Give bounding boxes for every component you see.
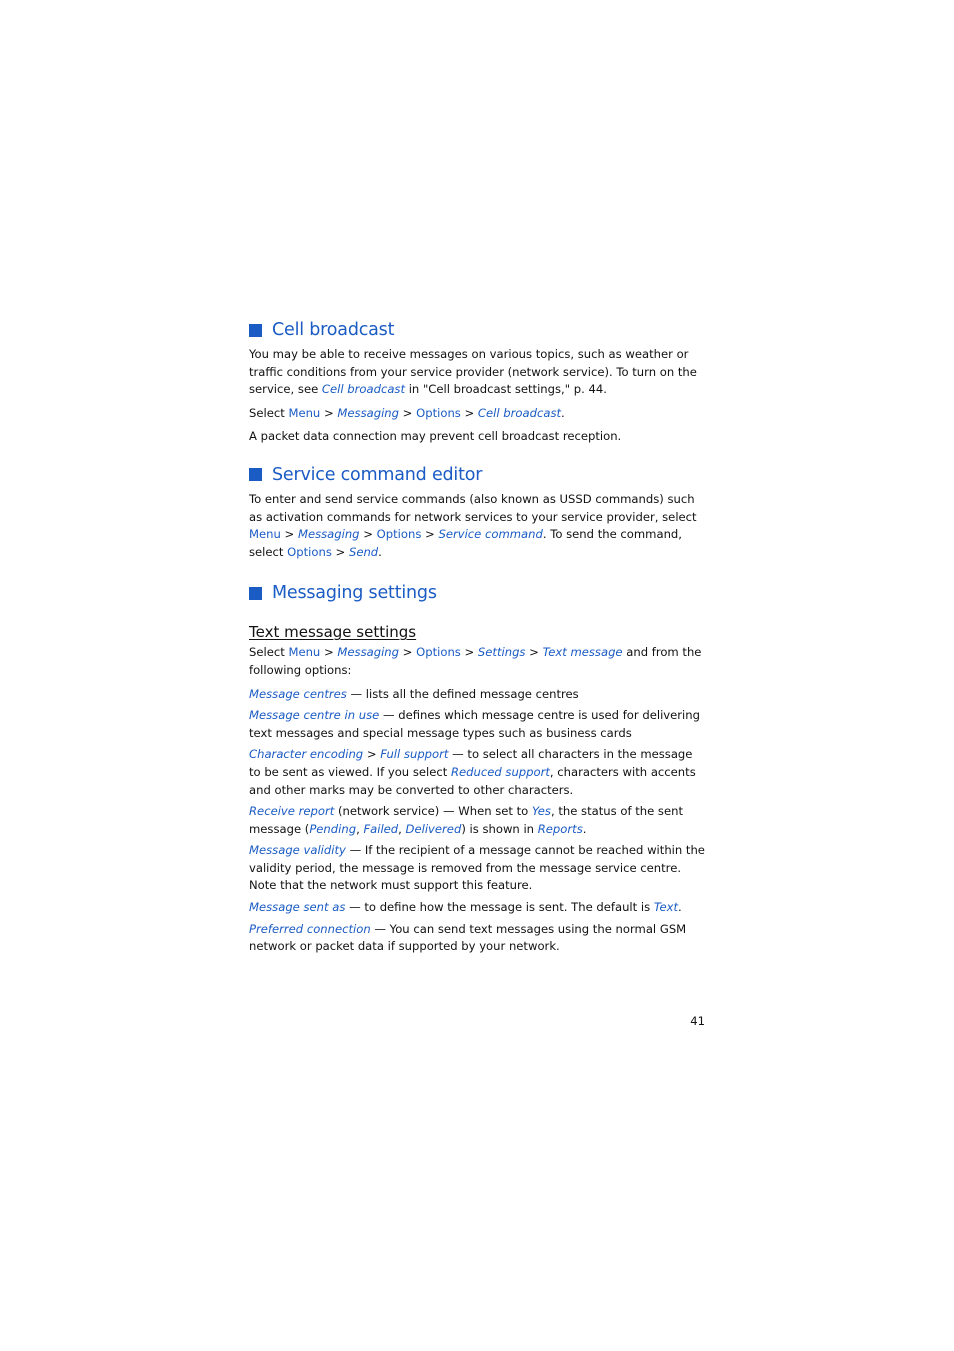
option-message-sent-as: Message sent as — to define how the message is sent. The default is Text. xyxy=(249,900,682,915)
cell-broadcast-note: A packet data connection may prevent cell broadcast reception. xyxy=(249,429,622,444)
message-sent-as-term: Message sent as xyxy=(249,900,346,915)
message-centres-term: Message centres xyxy=(249,686,347,701)
option-message-centres: Message centres — lists all the defined message centres xyxy=(249,686,579,701)
option-message-validity: Message validity — If the recipient of a message cannot be reached within the validity period, the message is removed from the message service centre. Note that the network must support this feature. xyxy=(249,843,705,893)
messaging-label: Messaging xyxy=(297,527,360,542)
messaging-label: Messaging xyxy=(337,405,399,420)
options-label: Options xyxy=(376,527,422,542)
cell-broadcast-path: Select Menu > Messaging > Options > Cell broadcast. xyxy=(249,405,565,420)
cell-broadcast-link[interactable]: Cell broadcast xyxy=(321,382,406,397)
service-command-label: Service command xyxy=(438,527,543,542)
menu-label: Menu xyxy=(288,405,321,420)
options-label: Options xyxy=(416,645,461,660)
messaging-label: Messaging xyxy=(337,645,399,660)
settings-label: Settings xyxy=(477,645,526,660)
full-support-term: Full support xyxy=(380,747,449,762)
message-centre-in-use-term: Message centre in use xyxy=(249,708,380,723)
text-message-settings-subheading: Text message settings xyxy=(249,623,417,642)
option-preferred-connection: Preferred connection — You can send text messages using the normal GSM network or packet data if supported by your network. xyxy=(249,921,687,954)
service-command-editor-heading: Service command editor xyxy=(249,463,707,487)
text-message-label: Text message xyxy=(542,645,623,660)
send-label: Send xyxy=(348,544,379,559)
menu-label: Menu xyxy=(249,527,281,542)
receive-report-term: Receive report xyxy=(249,804,335,819)
message-validity-term: Message validity xyxy=(249,843,346,858)
service-command-editor-text: To enter and send service commands (also known as USSD commands) such as activation commands for network services to your service provider, select Menu > Messaging > Options > Service command. To send the command, select Options > Send. xyxy=(249,491,697,559)
delivered-term: Delivered xyxy=(405,821,462,836)
heading-square-icon xyxy=(249,468,262,481)
cell-broadcast-label: Cell broadcast xyxy=(477,405,562,420)
character-encoding-term: Character encoding xyxy=(249,747,364,762)
text-message-settings-intro: Select Menu > Messaging > Options > Settings > Text message and from the following options: xyxy=(249,645,702,677)
failed-term: Failed xyxy=(363,821,399,836)
menu-label: Menu xyxy=(288,645,321,660)
preferred-connection-term: Preferred connection xyxy=(249,921,371,936)
reports-term: Reports xyxy=(537,821,583,836)
heading-square-icon xyxy=(249,324,262,337)
option-character-encoding: Character encoding > Full support — to select all characters in the message to be sent as viewed. If you select Reduced support, characters with accents and other marks may be converted to other characters. xyxy=(249,747,696,797)
option-receive-report: Receive report (network service) — When set to Yes, the status of the sent message (Pending, Failed, Delivered) is shown in Reports. xyxy=(249,804,683,836)
messaging-settings-heading: Messaging settings xyxy=(249,581,707,605)
yes-term: Yes xyxy=(531,804,551,819)
pending-term: Pending xyxy=(309,821,357,836)
options-label: Options xyxy=(416,405,461,420)
heading-square-icon xyxy=(249,587,262,600)
text-term: Text xyxy=(653,900,679,915)
cell-broadcast-intro: You may be able to receive messages on various topics, such as weather or traffic conditions from your service provider (network service). To turn on the service, see Cell broadcast in "Cell broadcast settings," p. 44. xyxy=(249,347,697,397)
page-number: 41 xyxy=(690,1014,705,1028)
page-content xyxy=(249,318,707,956)
cell-broadcast-heading: Cell broadcast xyxy=(249,318,707,342)
reduced-support-term: Reduced support xyxy=(450,764,550,779)
options-label: Options xyxy=(287,544,332,559)
option-message-centre-in-use: Message centre in use — defines which message centre is used for delivering text messages and special message types such as business cards xyxy=(249,708,700,740)
